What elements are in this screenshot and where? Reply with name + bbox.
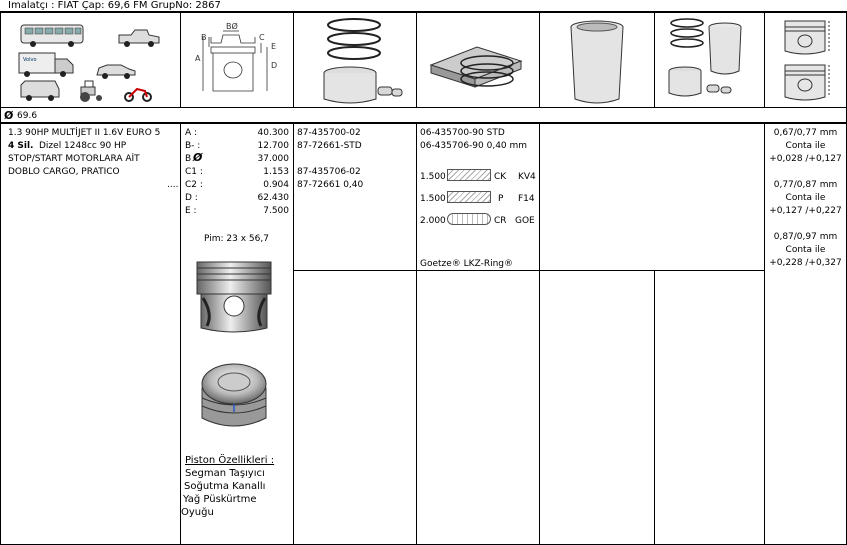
dim-label-c2: C2 : <box>185 180 203 190</box>
piston-side-image <box>193 258 275 336</box>
oversize-label: Conta ile <box>785 141 826 151</box>
ring-set-piston-icon[interactable] <box>294 13 416 107</box>
ring-width: 1.500 <box>420 194 446 204</box>
scraper-ring-icon <box>447 191 491 203</box>
diagram-label-bd: BØ <box>226 22 238 31</box>
dim-label-b-diameter: B <box>185 154 192 164</box>
dimension-diagram-icon[interactable] <box>181 13 293 107</box>
oversize-tolerance: +0,127 /+0,227 <box>769 206 842 216</box>
ring-set-number[interactable]: 06-435700-90 STD <box>420 128 505 138</box>
application-engine: Dizel 1248cc 90 HP <box>39 141 127 151</box>
piston-part-number[interactable]: 87-72661 0,40 <box>297 180 364 190</box>
application-cylinders: 4 Sil. <box>8 141 34 151</box>
oversize-range: 0,77/0,87 mm <box>773 180 838 190</box>
compression-ring-icon <box>447 169 491 181</box>
piston-part-number[interactable]: 87-72661-STD <box>297 141 362 151</box>
dim-value-c2: 0.904 <box>263 180 289 190</box>
icon-row-divider <box>0 107 847 108</box>
header-title: Imalatçı : FIAT Çap: 69,6 FM GrupNo: 2867 <box>8 0 221 11</box>
diagram-label-a: A <box>195 54 201 63</box>
piston-feature-item: Yağ Püskürtme <box>183 494 257 505</box>
ring-code: GOE <box>515 216 535 226</box>
liner-kit-icon[interactable] <box>655 13 764 107</box>
piston-part-number[interactable]: 87-435706-02 <box>297 167 361 177</box>
piston-part-number[interactable]: 87-435700-02 <box>297 128 361 138</box>
ring-width: 2.000 <box>420 216 446 226</box>
vehicles-icon[interactable] <box>1 13 180 107</box>
dim-value-e: 7.500 <box>263 206 289 216</box>
ring-type: CK <box>494 172 507 182</box>
oversize-label: Conta ile <box>785 193 826 203</box>
piston-top-image <box>196 354 272 436</box>
col-sep <box>654 270 655 544</box>
dim-value-d: 62.430 <box>257 193 289 203</box>
application-line3: STOP/START MOTORLARA AİT <box>8 154 140 164</box>
oversize-tolerance: +0,028 /+0,127 <box>769 154 842 164</box>
application-line1: 1.3 90HP MULTİJET II 1.6V EURO 5 <box>8 128 161 138</box>
ring-code: KV4 <box>518 172 536 182</box>
oversize-range: 0,87/0,97 mm <box>773 232 838 242</box>
application-line4: DOBLO CARGO, PRATICO <box>8 167 120 177</box>
dim-label-a: A : <box>185 128 198 138</box>
col-sep <box>293 124 294 544</box>
dim-value-b-diameter: 37.000 <box>257 154 289 164</box>
piston-features-title: Piston Özellikleri : <box>185 455 275 466</box>
piston-feature-item: Oyuğu <box>181 507 214 518</box>
ring-set-number[interactable]: 06-435706-90 0,40 mm <box>420 141 528 151</box>
dim-label-b-minus: B- : <box>185 141 201 151</box>
col-sep <box>416 124 417 544</box>
diameter-icon: Ø <box>4 109 14 122</box>
oversize-label: Conta ile <box>785 245 826 255</box>
cylinder-liner-icon[interactable] <box>540 13 654 107</box>
secondary-row-divider <box>293 270 764 271</box>
diagram-label-d: D <box>271 61 278 70</box>
diameter-symbol-icon: Ø <box>193 151 203 164</box>
diagram-label-e: E <box>271 42 277 51</box>
ring-brand: Goetze® LKZ-Ring® <box>420 259 514 269</box>
diameter-value: 69.6 <box>17 111 38 121</box>
col-sep <box>180 124 181 544</box>
dim-label-e: E : <box>185 206 197 216</box>
oversize-range: 0,67/0,77 mm <box>773 128 838 138</box>
oil-ring-icon <box>447 213 491 225</box>
svg-text:Volvo: Volvo <box>23 57 37 63</box>
oversize-tolerance: +0,228 /+0,327 <box>769 258 842 268</box>
col-sep <box>539 124 540 544</box>
ring-type: CR <box>494 216 507 226</box>
pin-size: Pim: 23 x 56,7 <box>204 234 269 244</box>
ring-width: 1.500 <box>420 172 446 182</box>
piston-feature-item: Segman Taşıyıcı <box>185 468 265 479</box>
diagram-label-b: B <box>201 33 207 42</box>
dim-value-b-minus: 12.700 <box>257 141 289 151</box>
piston-comparison-icon[interactable] <box>765 13 846 107</box>
diameter-row-divider <box>0 122 847 124</box>
ring-code: F14 <box>518 194 535 204</box>
ring-type: P <box>498 194 504 204</box>
ring-packaging-icon[interactable] <box>417 13 539 107</box>
piston-feature-item: Soğutma Kanallı <box>184 481 266 492</box>
diagram-label-c: C <box>259 33 265 42</box>
dim-label-c1: C1 : <box>185 167 203 177</box>
application-more: .... <box>167 180 179 190</box>
dim-value-c1: 1.153 <box>263 167 289 177</box>
dim-label-d: D : <box>185 193 198 203</box>
dim-value-a: 40.300 <box>257 128 289 138</box>
